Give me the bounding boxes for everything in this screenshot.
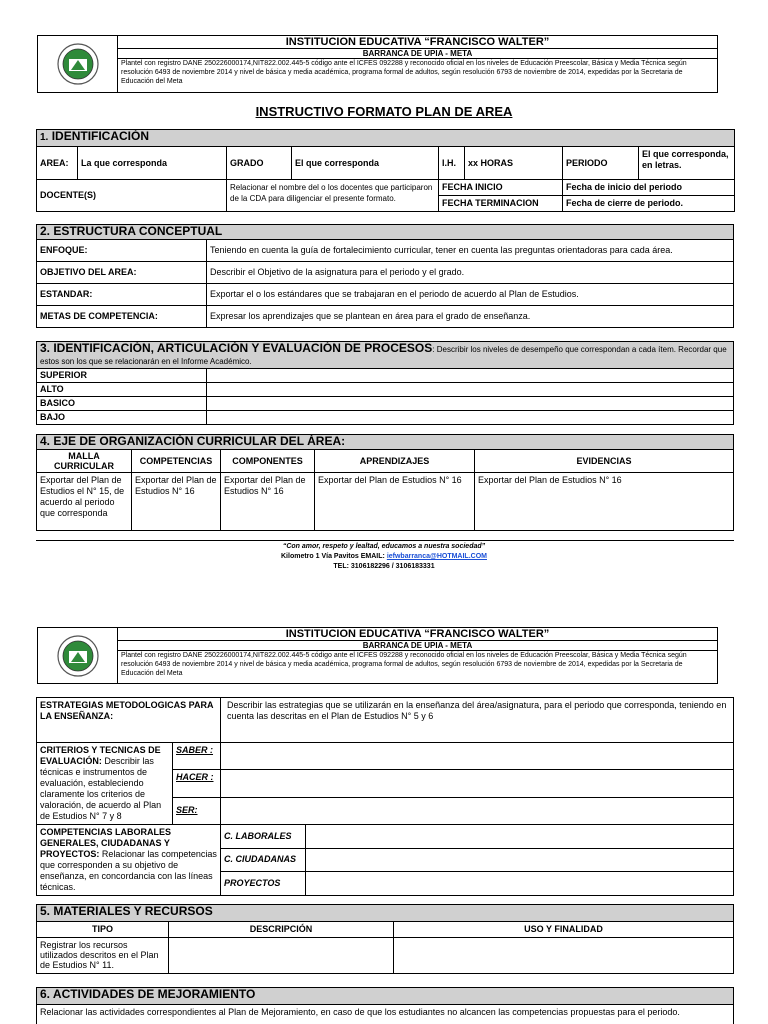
eje-evidencias-value: Exportar del Plan de Estudios N° 16 [475,473,734,531]
grado-value: El que corresponda [292,147,439,180]
procesos-table [36,341,734,425]
estrategias-table [36,697,734,896]
grado-label: GRADO [227,147,292,180]
institution-name: INSTITUCION EDUCATIVA “FRANCISCO WALTER” [118,628,717,641]
c-ciudadanas-label: C. CIUDADANAS [221,848,306,872]
institution-location: BARRANCA DE UPIA - META [118,49,717,59]
docente-label: DOCENTE(S) [37,180,227,212]
proyectos-label: PROYECTOS [221,872,306,896]
footer-address: Kilometro 1 Vía Pavitos EMAIL: iefwbarranca@HOTMAIL.COM [281,553,487,560]
identificacion-heading: 1. IDENTIFICACIÓN [37,130,735,147]
estructura-table [36,224,734,328]
eje-table [36,434,734,531]
procesos-heading: 3. IDENTIFICACIÓN, ARTICULACIÓN Y EVALUACIÓN DE PROCESOS: Describir los niveles de desempeño que correspondan a cada ítem. Recordar que estos son los que se relacionarán en el Informe Académico. [37,342,734,369]
page1-footer [0,542,768,572]
materiales-heading: 5. MATERIALES Y RECURSOS [37,905,734,922]
col-malla: MALLA CURRICULAR [37,450,132,473]
level-alto: ALTO [37,383,207,397]
level-basico: BASICO [37,397,207,411]
docente-value: Relacionar el nombre del o los docentes que participaron de la CDA para diligenciar el presente formato. [227,180,439,212]
footer-email-link[interactable]: iefwbarranca@HOTMAIL.COM [386,553,487,560]
footer-tel: TEL: 3106182296 / 3106183331 [333,563,435,570]
col-competencias: COMPETENCIAS [132,450,221,473]
level-bajo: BAJO [37,411,207,425]
col-descripcion: DESCRIPCIÓN [169,922,394,938]
identificacion-table [36,129,735,212]
institution-description: Plantel con registro DANE 250226000174,NIT822.002.445-5 código ante el ICFES 092288 y reconocido oficial en los niveles de Educación Preescolar, Básica y Media Técnica según resolución 6493 de noviembre 2014 y nivel de básica y media académica, programa formal de adultos, según resolución 6793 de noviembre de 2014, expedidas por la Secretaria de Educación del Meta [121,652,687,677]
mejoramiento-text: Relacionar las actividades correspondientes al Plan de Mejoramiento, en caso de que los estudiantes no alcancen las competencias propuestas para el periodo. [37,1005,734,1024]
periodo-label: PERIODO [563,147,639,180]
fecha-fin-value: Fecha de cierre de periodo. [563,196,735,212]
area-label: AREA: [37,147,78,180]
col-uso: USO Y FINALIDAD [394,922,734,938]
ser-label: SER: [173,797,221,824]
criterios-label: CRITERIOS Y TECNICAS DE EVALUACIÓN: Describir las técnicas e instrumentos de evaluación, estableciendo claramente los criterios de valoración, de acuerdo al Plan de Estudios N° 7 y 8 [37,743,173,825]
estandar-value: Exportar el o los estándares que se trabajaran en el periodo de acuerdo al Plan de Estudios. [207,284,734,306]
fecha-fin-label: FECHA TERMINACION [439,196,563,212]
periodo-value: El que corresponda, en letras. [639,147,735,180]
objetivo-label: OBJETIVO DEL AREA: [37,262,207,284]
col-evidencias: EVIDENCIAS [475,450,734,473]
competencias-label: COMPETENCIAS LABORALES GENERALES, CIUDADANAS Y PROYECTOS: Relacionar las competencias que corresponden a su objetivo de enseñanza, en concordancia con las líneas técnicas. [37,825,221,896]
saber-label: SABER : [173,743,221,770]
eje-componentes-value: Exportar del Plan de Estudios N° 16 [221,473,315,531]
institution-location: BARRANCA DE UPIA - META [118,641,717,651]
materiales-table [36,904,734,974]
footer-motto: “Con amor, respeto y lealtad, educamos a nuestra sociedad” [282,543,486,550]
col-tipo: TIPO [37,922,169,938]
objetivo-value: Describir el Objetivo de la asignatura para el periodo y el grado. [207,262,734,284]
institution-name: INSTITUCION EDUCATIVA “FRANCISCO WALTER” [118,36,717,49]
footer-divider [36,540,734,541]
eje-competencias-value: Exportar del Plan de Estudios N° 16 [132,473,221,531]
col-componentes: COMPONENTES [221,450,315,473]
col-aprendizajes: APRENDIZAJES [315,450,475,473]
level-superior: SUPERIOR [37,369,207,383]
eje-malla-value: Exportar del Plan de Estudios el N° 15, de acuerdo al periodo que corresponda [37,473,132,531]
estrategias-label: ESTRATEGIAS METODOLOGICAS PARA LA ENSEÑANZA: [37,698,221,743]
materiales-tipo-value: Registrar los recursos utilizados descritos en el Plan de Estudios N° 11. [37,938,169,974]
eje-aprendizajes-value: Exportar del Plan de Estudios N° 16 [315,473,475,531]
estandar-label: ESTANDAR: [37,284,207,306]
metas-label: METAS DE COMPETENCIA: [37,306,207,328]
page1-header [37,35,718,93]
estrategias-value: Describir las estrategias que se utilizarán en la enseñanza del área/asignatura, para el periodo que corresponda, teniendo en cuenta las descritas en el Plan de Estudios N° 5 y 6 [221,698,734,743]
school-crest-logo [38,36,118,92]
document-title: INSTRUCTIVO FORMATO PLAN DE AREA [255,104,513,119]
institution-description: Plantel con registro DANE 250226000174,NIT822.002.445-5 código ante el ICFES 092288 y reconocido oficial en los niveles de Educación Preescolar, Básica y Media Técnica según resolución 6493 de noviembre 2014 y nivel de básica y media académica, programa formal de adultos, según resolución 6793 de noviembre de 2014, expedidas por la Secretaria de Educación del Meta [121,60,687,85]
mejoramiento-table [36,987,734,1024]
enfoque-value: Teniendo en cuenta la guía de fortalecimiento curricular, tener en cuenta las preguntas orientadoras para cada área. [207,240,734,262]
area-value: La que corresponda [78,147,227,180]
ih-label: I.H. [439,147,465,180]
metas-value: Expresar los aprendizajes que se plantean en área para el grado de enseñanza. [207,306,734,328]
estructura-heading: 2. ESTRUCTURA CONCEPTUAL [37,225,734,240]
fecha-inicio-label: FECHA INICIO [439,180,563,196]
enfoque-label: ENFOQUE: [37,240,207,262]
mejoramiento-heading: 6. ACTIVIDADES DE MEJORAMIENTO [37,988,734,1005]
fecha-inicio-value: Fecha de inicio del periodo [563,180,735,196]
ih-value: xx HORAS [465,147,563,180]
school-crest-logo [38,628,118,683]
hacer-label: HACER : [173,770,221,797]
c-laborales-label: C. LABORALES [221,825,306,849]
eje-heading: 4. EJE DE ORGANIZACIÓN CURRICULAR DEL ÁREA: [37,435,734,450]
page2-header [37,627,718,684]
